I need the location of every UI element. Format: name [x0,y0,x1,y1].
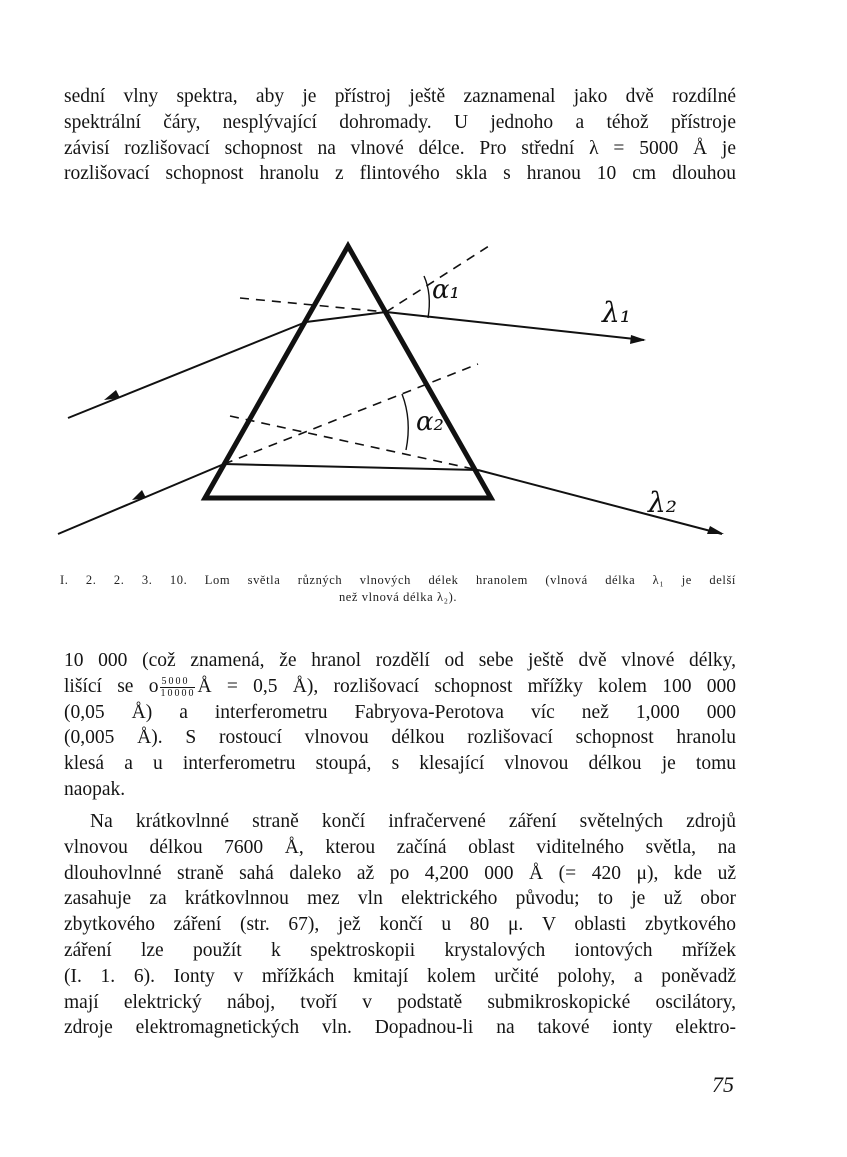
ray-arrow [707,526,724,534]
text-line: zbytkového záření (str. 67), jež končí u 80 μ. V oblasti zbytkového [64,914,736,936]
text-fragment: lišící se o [64,675,159,697]
internal-ray-1 [306,312,386,322]
text-line: (I. 1. 6). Ionty v mřížkách kmitají kolem určité polohy, a poněvadž [64,965,736,987]
text-line: dlouhovlnné straně sahá daleko až po 4,200 000 Å (= 420 μ), kde už [64,862,736,884]
text-line: rozlišovací schopnost hranolu z flintového skla s hranou 10 cm dlouhou [64,163,736,185]
text-line-with-fraction [64,674,736,700]
text-fragment: Å = 0,5 Å), rozlišovací schopnost mřížky kolem 100 000 [197,675,736,697]
fraction-numerator: 5000 [160,676,195,688]
text-line: spektrální čáry, nesplývající dohromady. U jednoho a téhož přístroje [64,111,736,133]
figure-caption [60,572,736,606]
text-line: záření lze použít k spektroskopii krystalových iontových mřížek [64,939,736,961]
ray-arrow [630,335,646,344]
text-line: klesá a u interferometru stoupá, s klesající vlnovou délkou je tomu [64,753,736,775]
fraction-denominator: 10000 [160,687,196,699]
text-line: zasahuje za krátkovlnnou mez vln elektrického původu; to je už obor [64,888,736,910]
text-line: mají elektrický náboj, tvoří v podstatě submikroskopické oscilátory, [64,991,736,1013]
angle-arc-1 [424,276,429,318]
label-alpha-1: α₁ [432,275,460,305]
incident-ray-1 [68,322,306,418]
text-line: sední vlny spektra, aby je přístroj ještě zaznamenal jako dvě rozdílné [64,86,736,107]
text-line: zdroje elektromagnetických vln. Dopadnou-li na takové ionty elektro- [64,1017,736,1039]
label-lambda-2: λ₂ [648,486,677,519]
text-line: závisí rozlišovací schopnost na vlnové délce. Pro střední λ = 5000 Å je [64,137,736,159]
page-number: 75 [712,1072,734,1097]
angle-arc-2 [402,394,408,450]
label-alpha-2: α₂ [416,407,444,437]
prism-refraction-figure [40,232,740,552]
text-line: (0,05 Å) a interferometru Fabryova-Perotova víc než 1,000 000 [64,701,736,723]
paragraph-3 [64,809,736,1041]
incident-ray-2 [58,464,224,534]
text-line: Na krátkovlnné straně končí infračervené záření světelných zdrojů [90,811,736,832]
fraction [160,676,195,699]
caption-line: než vlnová délka λ₂). [338,590,458,604]
internal-ray-2 [224,464,478,470]
paragraph-2 [64,648,736,803]
text-line: 10 000 (což znamená, že hranol rozdělí od sebe ještě dvě vlnové délky, [64,650,736,671]
text-line: naopak. [64,778,126,800]
label-lambda-1: λ₁ [602,296,631,329]
caption-line: I. 2. 2. 3. 10. Lom světla různých vlnových délek hranolem (vlnová délka λ₁ je delší [60,573,736,587]
top-paragraph [64,84,736,187]
emergent-ray-2 [478,470,722,534]
text-line: vlnovou délkou 7600 Å, kterou začíná oblast viditelného světla, na [64,836,736,858]
text-line: (0,005 Å). S rostoucí vlnovou délkou rozlišovací schopnost hranolu [64,727,736,749]
